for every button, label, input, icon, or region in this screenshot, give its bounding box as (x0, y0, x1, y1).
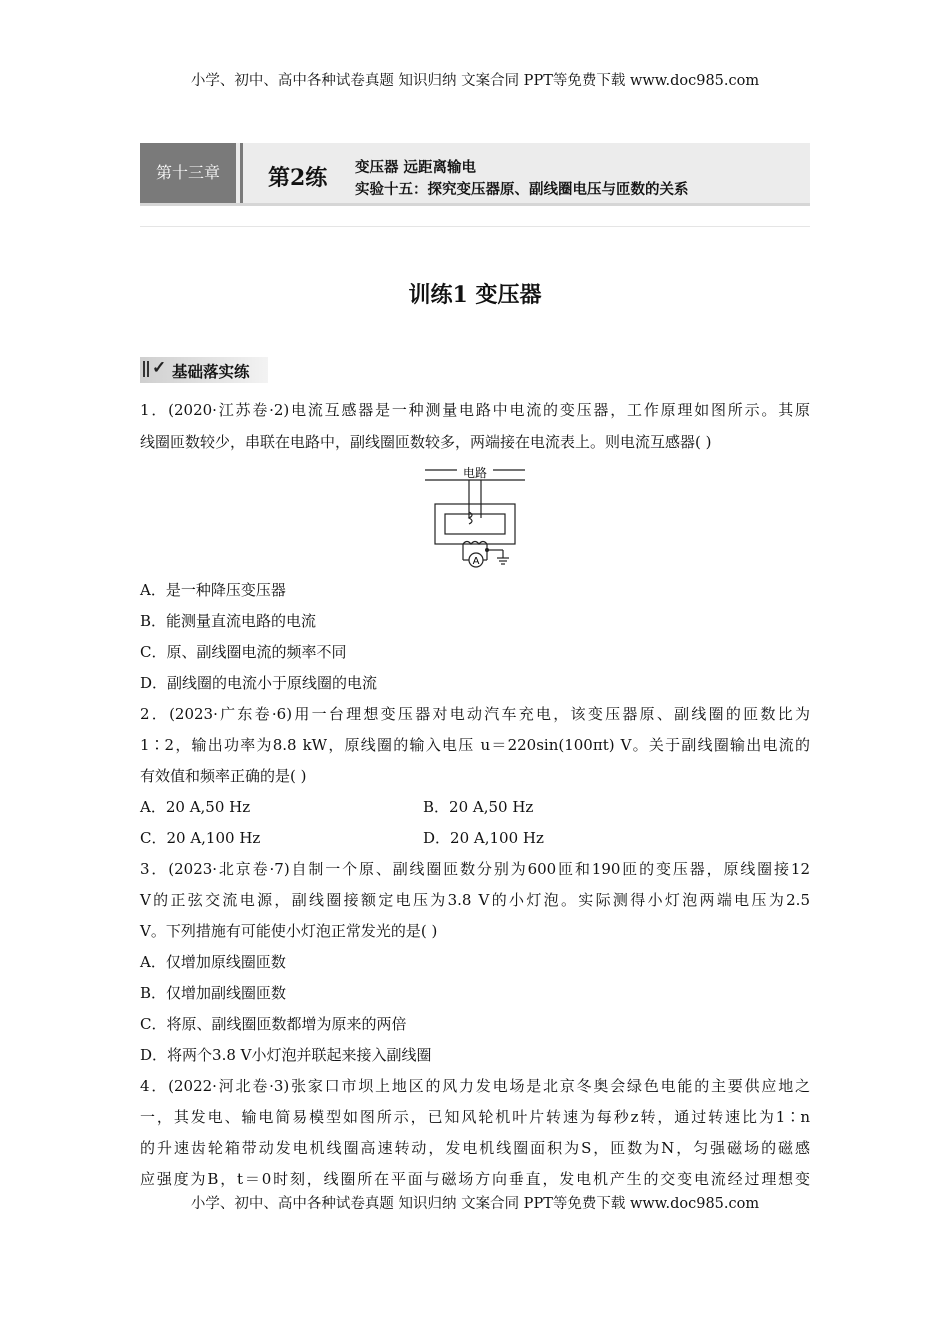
page-title: 训练1 变压器 (408, 282, 542, 308)
topic-line-2: 实验十五：探究变压器原、副线圈电压与匝数的关系 (355, 181, 689, 198)
question-text-line: V的正弦交流电源，副线圈接额定电压为3.8 V的小灯泡。实际测得小灯泡两端电压为2.5 (140, 891, 810, 909)
option-b: B．能测量直流电路的电流 (140, 612, 317, 630)
page-header: 小学、初中、高中各种试卷真题 知识归纳 文案合同 PPT等免费下载 www.doc985.com (190, 73, 760, 89)
chapter-label: 第十三章 (140, 143, 236, 203)
question-text-line: 的升速齿轮箱带动发电机线圈高速转动，发电机线圈面积为S，匝数为N，匀强磁场的磁感 (140, 1139, 810, 1157)
option-c: C．将原、副线圈匝数都增为原来的两倍 (140, 1015, 407, 1033)
option-a: A．20 A,50 Hz (140, 798, 251, 816)
section-heading (140, 357, 268, 383)
section-label: 基础落实练 (172, 362, 250, 381)
option-d: D．副线圈的电流小于原线圈的电流 (140, 674, 378, 692)
core-outer (435, 504, 515, 544)
topic-line-1: 变压器 远距离输电 (355, 159, 477, 176)
section-bars-icon (143, 361, 149, 377)
question-text-line: 线圈匝数较少，串联在电路中，副线圈匝数较多，两端接在电流表上。则电流互感器( ) (140, 433, 712, 451)
option-b: B．仅增加副线圈匝数 (140, 984, 287, 1002)
ammeter-label: A (472, 556, 480, 567)
option-c: C．20 A,100 Hz (140, 829, 261, 847)
option-c: C．原、副线圈电流的频率不同 (140, 643, 347, 661)
circuit-label: 电路 (462, 466, 488, 480)
question-text-line: 4．(2022·河北卷·3)张家口市坝上地区的风力发电场是北京冬奥会绿色电能的主要供应地之 (140, 1077, 810, 1095)
question-text-line: 3．(2023·北京卷·7)自制一个原、副线圈匝数分别为600匝和190匝的变压器，原线圈接12 (140, 860, 810, 878)
lesson-label: 第2练 (268, 165, 328, 191)
question-text-line: 1∶2，输出功率为8.8 kW，原线圈的输入电压 u＝220sin(100πt) V。关于副线圈输出电流的 (140, 736, 810, 754)
question-text-line: V。下列措施有可能使小灯泡正常发光的是( ) (140, 922, 438, 940)
banner-underline (140, 226, 810, 227)
option-d: D．将两个3.8 V小灯泡并联起来接入副线圈 (140, 1046, 432, 1064)
option-a: A．仅增加原线圈匝数 (140, 953, 286, 971)
current-transformer-figure (425, 462, 525, 572)
question-text-line: 有效值和频率正确的是( ) (140, 767, 307, 785)
checkmark-icon: ✓ (152, 358, 167, 378)
question-text-line: 2．(2023·广东卷·6)用一台理想变压器对电动汽车充电，该变压器原、副线圈的匝数比为 (140, 705, 810, 723)
question-text-line: 1．(2020·江苏卷·2)电流互感器是一种测量电路中电流的变压器，工作原理如图所示。其原 (140, 401, 810, 419)
question-text-line: 应强度为B，t＝0时刻，线圈所在平面与磁场方向垂直，发电机产生的交变电流经过理想变 (140, 1170, 810, 1188)
question-text-line: 一，其发电、输电简易模型如图所示，已知风轮机叶片转速为每秒z转，通过转速比为1∶n (140, 1108, 810, 1126)
option-b: B．20 A,50 Hz (423, 798, 534, 816)
option-d: D．20 A,100 Hz (423, 829, 544, 847)
chapter-banner (140, 143, 810, 206)
banner-divider (240, 143, 243, 203)
option-a: A．是一种降压变压器 (140, 581, 286, 599)
page-footer: 小学、初中、高中各种试卷真题 知识归纳 文案合同 PPT等免费下载 www.doc985.com (190, 1196, 760, 1212)
core-inner (445, 514, 505, 534)
